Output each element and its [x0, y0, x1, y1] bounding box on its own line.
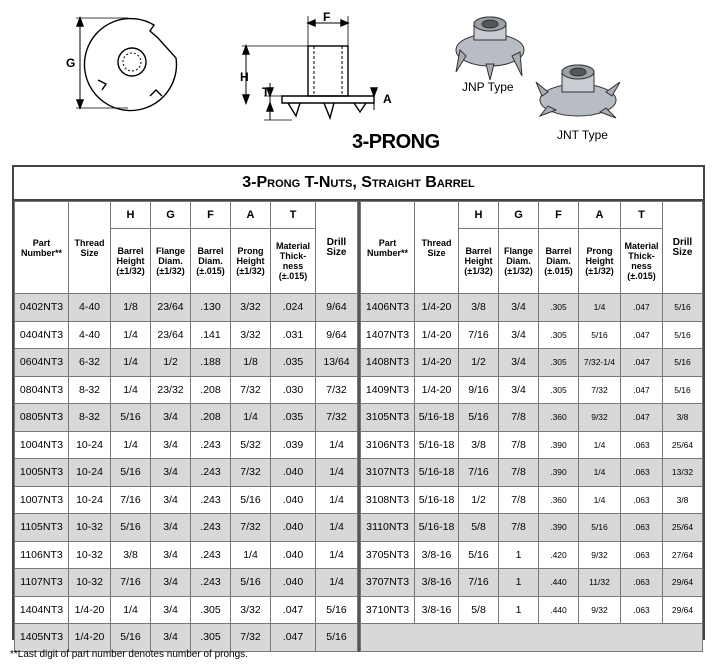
- table-cell: 13/32: [663, 459, 703, 487]
- table-cell: 3/8-16: [415, 541, 459, 569]
- table-cell: 3/8: [663, 404, 703, 432]
- table-cell: 7/16: [459, 321, 499, 349]
- table-cell: 1/8: [231, 349, 271, 377]
- table-cell: 25/64: [663, 431, 703, 459]
- table-cell: 1/4: [111, 431, 151, 459]
- table-cell: .390: [539, 514, 579, 542]
- table-cell: .208: [191, 404, 231, 432]
- table-cell: 3/4: [151, 404, 191, 432]
- table-cell: 6-32: [69, 349, 111, 377]
- table-cell: 3/8-16: [415, 596, 459, 624]
- table-cell: 13/64: [316, 349, 358, 377]
- prong-height-header: Prong Height (±1/32): [579, 229, 621, 294]
- table-cell: 1/4: [231, 404, 271, 432]
- table-cell: 27/64: [663, 541, 703, 569]
- table-cell: .360: [539, 486, 579, 514]
- table-cell: 1406NT3: [361, 294, 415, 322]
- table-cell: .035: [271, 404, 316, 432]
- table-cell: 1/4: [231, 541, 271, 569]
- table-cell: 5/32: [231, 431, 271, 459]
- jnp-nut-illustration: [456, 17, 524, 80]
- table-cell: 5/8: [459, 514, 499, 542]
- table-cell: 1005NT3: [15, 459, 69, 487]
- table-cell: .040: [271, 486, 316, 514]
- table-cell: .040: [271, 514, 316, 542]
- table-cell: .047: [621, 321, 663, 349]
- table-row: [361, 459, 703, 487]
- jnp-type-label: JNP Type: [462, 80, 514, 94]
- table-cell: 5/16: [459, 541, 499, 569]
- table-cell: 5/16: [579, 514, 621, 542]
- side-view-drawing: [242, 16, 377, 120]
- table-cell: 1/4: [111, 321, 151, 349]
- table-cell: 25/64: [663, 514, 703, 542]
- right-table-body: [361, 294, 703, 652]
- table-cell: .305: [539, 376, 579, 404]
- table-cell: 3/4: [151, 486, 191, 514]
- table-cell: 5/16: [663, 376, 703, 404]
- table-cell: 1/4: [316, 486, 358, 514]
- table-row: [361, 486, 703, 514]
- thread-size-header: Thread Size: [415, 202, 459, 294]
- table-cell: 3/8: [459, 431, 499, 459]
- table-cell: 1/4: [579, 431, 621, 459]
- h-header: H: [111, 202, 151, 229]
- table-cell: 7/32: [579, 376, 621, 404]
- table-cell: .047: [271, 596, 316, 624]
- table-cell: 1106NT3: [15, 541, 69, 569]
- table-cell: .063: [621, 541, 663, 569]
- table-cell: 7/32-1/4: [579, 349, 621, 377]
- table-cell: .040: [271, 569, 316, 597]
- table-cell: 1/4: [111, 596, 151, 624]
- table-cell: 5/16-18: [415, 404, 459, 432]
- jnt-nut-illustration: [536, 65, 620, 118]
- table-cell: 0804NT3: [15, 376, 69, 404]
- table-cell: .208: [191, 376, 231, 404]
- table-cell: .305: [191, 624, 231, 652]
- dim-a-label: A: [383, 92, 392, 106]
- table-cell: 10-32: [69, 569, 111, 597]
- table-cell: 1/4-20: [415, 376, 459, 404]
- table-cell: 0805NT3: [15, 404, 69, 432]
- table-cell: .243: [191, 486, 231, 514]
- table-cell: 0402NT3: [15, 294, 69, 322]
- table-cell: 7/16: [459, 569, 499, 597]
- drill-size-header: Drill Size: [316, 202, 358, 294]
- table-cell: 1407NT3: [361, 321, 415, 349]
- table-cell: .390: [539, 459, 579, 487]
- table-row: [15, 431, 358, 459]
- table-cell: 3707NT3: [361, 569, 415, 597]
- table-cell: 3/4: [499, 376, 539, 404]
- table-cell: .039: [271, 431, 316, 459]
- table-cell: 23/64: [151, 294, 191, 322]
- table-row: [361, 349, 703, 377]
- a-header: A: [231, 202, 271, 229]
- table-cell: 1: [499, 569, 539, 597]
- flange-diam-header: Flange Diam. (±1/32): [151, 229, 191, 294]
- table-cell: 3/32: [231, 321, 271, 349]
- table-cell: 23/64: [151, 321, 191, 349]
- front-view-drawing: [76, 18, 176, 111]
- table-cell: .305: [191, 596, 231, 624]
- table-cell: .305: [539, 321, 579, 349]
- table-cell: 5/16: [231, 486, 271, 514]
- table-cell: 7/16: [111, 569, 151, 597]
- table-row: [15, 541, 358, 569]
- empty-cell: [361, 624, 703, 652]
- style-title: 3-PRONG: [352, 131, 440, 153]
- table-cell: 29/64: [663, 596, 703, 624]
- table-cell: 5/16-18: [415, 431, 459, 459]
- table-cell: 1105NT3: [15, 514, 69, 542]
- table-cell: 23/32: [151, 376, 191, 404]
- table-cell: 8-32: [69, 376, 111, 404]
- table-cell: 1/4: [316, 569, 358, 597]
- table-cell: 1107NT3: [15, 569, 69, 597]
- table-cell: .063: [621, 459, 663, 487]
- table-cell: 3/8: [663, 486, 703, 514]
- table-cell: 7/8: [499, 514, 539, 542]
- t-header: T: [271, 202, 316, 229]
- table-cell: 3/4: [151, 431, 191, 459]
- table-row: [15, 459, 358, 487]
- prong-height-header: Prong Height (±1/32): [231, 229, 271, 294]
- part-number-header: Part Number**: [361, 202, 415, 294]
- table-cell: 7/8: [499, 404, 539, 432]
- table-cell: 3/32: [231, 294, 271, 322]
- table-cell: .047: [621, 404, 663, 432]
- table-cell: 10-32: [69, 514, 111, 542]
- table-cell: 4-40: [69, 294, 111, 322]
- table-cell: 5/8: [459, 596, 499, 624]
- table-cell: 3/4: [151, 459, 191, 487]
- table-cell: .305: [539, 349, 579, 377]
- table-cell: .440: [539, 569, 579, 597]
- table-cell: 1/4: [111, 376, 151, 404]
- table-cell: 7/32: [316, 376, 358, 404]
- table-cell: .243: [191, 514, 231, 542]
- table-cell: 3106NT3: [361, 431, 415, 459]
- table-cell: .063: [621, 596, 663, 624]
- table-cell: .047: [621, 376, 663, 404]
- thread-size-header: Thread Size: [69, 202, 111, 294]
- table-cell: 1/4-20: [69, 596, 111, 624]
- table-cell: 9/32: [579, 541, 621, 569]
- table-cell: 5/16: [579, 321, 621, 349]
- table-cell: 1/4: [111, 349, 151, 377]
- table-cell: 1/4: [579, 294, 621, 322]
- table-cell: 5/16: [111, 624, 151, 652]
- table-cell: 3110NT3: [361, 514, 415, 542]
- table-row: [361, 376, 703, 404]
- table-cell: 3710NT3: [361, 596, 415, 624]
- table-cell: 1: [499, 541, 539, 569]
- table-cell: 1/4: [579, 459, 621, 487]
- table-cell: 5/16: [663, 321, 703, 349]
- table-cell: 9/32: [579, 404, 621, 432]
- table-cell: .188: [191, 349, 231, 377]
- table-cell: 1/4: [579, 486, 621, 514]
- table-cell: .141: [191, 321, 231, 349]
- table-cell: .035: [271, 349, 316, 377]
- table-row: [15, 404, 358, 432]
- g-header: G: [499, 202, 539, 229]
- table-cell: .024: [271, 294, 316, 322]
- table-cell: 5/16-18: [415, 514, 459, 542]
- table-row: [361, 514, 703, 542]
- table-cell: 7/32: [231, 624, 271, 652]
- table-cell: 5/16: [316, 624, 358, 652]
- table-cell: 0604NT3: [15, 349, 69, 377]
- table-cell: .420: [539, 541, 579, 569]
- right-table: [360, 201, 703, 652]
- table-row: [15, 294, 358, 322]
- table-cell: 3/4: [499, 294, 539, 322]
- left-table: [14, 201, 358, 652]
- table-cell: 5/16: [231, 569, 271, 597]
- table-cell: 10-32: [69, 541, 111, 569]
- table-cell: .047: [621, 349, 663, 377]
- table-cell: 1/4: [316, 514, 358, 542]
- dim-g-label: G: [66, 56, 76, 70]
- table-cell: .243: [191, 459, 231, 487]
- table-cell: 7/32: [231, 376, 271, 404]
- table-cell: 1: [499, 596, 539, 624]
- table-cell: 3108NT3: [361, 486, 415, 514]
- table-cell: 7/32: [231, 514, 271, 542]
- material-thickness-header: Material Thick-ness (±.015): [271, 229, 316, 294]
- table-cell: .440: [539, 596, 579, 624]
- table-cell: 9/64: [316, 294, 358, 322]
- table-cell: .047: [621, 294, 663, 322]
- table-cell: 7/32: [316, 404, 358, 432]
- table-cell: 0404NT3: [15, 321, 69, 349]
- table-row: [15, 596, 358, 624]
- table-cell: 1/4-20: [69, 624, 111, 652]
- table-cell: 1/2: [459, 486, 499, 514]
- table-row: [361, 431, 703, 459]
- table-cell: .390: [539, 431, 579, 459]
- f-header: F: [191, 202, 231, 229]
- g-header: G: [151, 202, 191, 229]
- table-cell: 1/4-20: [415, 321, 459, 349]
- table-cell: .243: [191, 431, 231, 459]
- part-number-header: Part Number**: [15, 202, 69, 294]
- table-cell: 8-32: [69, 404, 111, 432]
- table-cell: 9/64: [316, 321, 358, 349]
- table-cell: 10-24: [69, 431, 111, 459]
- table-cell: 3/4: [151, 596, 191, 624]
- table-halves: [14, 201, 703, 652]
- table-row: [361, 541, 703, 569]
- table-cell: 7/8: [499, 486, 539, 514]
- table-cell: .243: [191, 569, 231, 597]
- table-cell: 1409NT3: [361, 376, 415, 404]
- table-cell: 3105NT3: [361, 404, 415, 432]
- f-header: F: [539, 202, 579, 229]
- table-cell: .031: [271, 321, 316, 349]
- table-cell: 9/32: [579, 596, 621, 624]
- table-row: [361, 404, 703, 432]
- table-cell: 11/32: [579, 569, 621, 597]
- table-cell: 1007NT3: [15, 486, 69, 514]
- footnote: **Last digit of part number denotes number of prongs.: [10, 649, 248, 660]
- table-cell: 1405NT3: [15, 624, 69, 652]
- table-cell: .305: [539, 294, 579, 322]
- table-cell: 10-24: [69, 459, 111, 487]
- table-cell: 1/4: [316, 459, 358, 487]
- table-row: [15, 376, 358, 404]
- table-cell: 5/16: [111, 514, 151, 542]
- specs-table: [12, 165, 705, 644]
- table-cell: .063: [621, 569, 663, 597]
- table-cell: 5/16: [459, 404, 499, 432]
- table-cell: 5/16-18: [415, 459, 459, 487]
- table-row: [15, 569, 358, 597]
- table-cell: .047: [271, 624, 316, 652]
- dim-h-label: H: [240, 70, 249, 84]
- table-row: [361, 294, 703, 322]
- table-row: [361, 596, 703, 624]
- table-cell: 5/16: [111, 404, 151, 432]
- table-cell: 10-24: [69, 486, 111, 514]
- table-cell: 9/16: [459, 376, 499, 404]
- t-header: T: [621, 202, 663, 229]
- barrel-diam-header: Barrel Diam. (±.015): [539, 229, 579, 294]
- flange-diam-header: Flange Diam. (±1/32): [499, 229, 539, 294]
- technical-drawings: [0, 0, 716, 165]
- table-row: [15, 321, 358, 349]
- table-cell: 3/8: [459, 294, 499, 322]
- dim-t-label: T: [262, 85, 270, 99]
- table-cell: .243: [191, 541, 231, 569]
- table-cell: 5/16: [663, 294, 703, 322]
- table-cell: 3/4: [151, 569, 191, 597]
- table-cell: 1/2: [151, 349, 191, 377]
- table-cell: 7/8: [499, 431, 539, 459]
- material-thickness-header: Material Thick-ness (±.015): [621, 229, 663, 294]
- table-row: [361, 321, 703, 349]
- table-cell: .130: [191, 294, 231, 322]
- table-cell: 3/8: [111, 541, 151, 569]
- table-cell: 1/4-20: [415, 294, 459, 322]
- table-row: [361, 624, 703, 652]
- table-cell: 3107NT3: [361, 459, 415, 487]
- table-cell: 1/4-20: [415, 349, 459, 377]
- table-cell: .063: [621, 486, 663, 514]
- table-cell: .040: [271, 459, 316, 487]
- table-cell: 3/4: [151, 514, 191, 542]
- table-cell: .063: [621, 514, 663, 542]
- table-cell: 7/8: [499, 459, 539, 487]
- table-cell: 5/16: [663, 349, 703, 377]
- table-row: [361, 569, 703, 597]
- table-cell: 3/32: [231, 596, 271, 624]
- table-row: [15, 624, 358, 652]
- table-cell: .040: [271, 541, 316, 569]
- table-cell: 1/4: [316, 431, 358, 459]
- table-cell: 5/16: [316, 596, 358, 624]
- table-cell: 4-40: [69, 321, 111, 349]
- table-cell: 1/2: [459, 349, 499, 377]
- table-cell: .030: [271, 376, 316, 404]
- table-cell: 3/4: [499, 321, 539, 349]
- drill-size-header: Drill Size: [663, 202, 703, 294]
- table-cell: 1/4: [316, 541, 358, 569]
- table-cell: 29/64: [663, 569, 703, 597]
- barrel-diam-header: Barrel Diam. (±.015): [191, 229, 231, 294]
- table-cell: 1404NT3: [15, 596, 69, 624]
- table-cell: 1004NT3: [15, 431, 69, 459]
- barrel-height-header: Barrel Height (±1/32): [459, 229, 499, 294]
- table-cell: 7/16: [459, 459, 499, 487]
- table-row: [15, 514, 358, 542]
- jnt-type-label: JNT Type: [557, 128, 608, 142]
- table-cell: 7/32: [231, 459, 271, 487]
- h-header: H: [459, 202, 499, 229]
- a-header: A: [579, 202, 621, 229]
- table-cell: 1/8: [111, 294, 151, 322]
- table-cell: 3/4: [151, 624, 191, 652]
- dim-f-label: F: [323, 10, 331, 24]
- table-cell: 7/16: [111, 486, 151, 514]
- table-cell: 3705NT3: [361, 541, 415, 569]
- table-cell: 5/16-18: [415, 486, 459, 514]
- table-cell: 3/8-16: [415, 569, 459, 597]
- table-row: [15, 486, 358, 514]
- barrel-height-header: Barrel Height (±1/32): [111, 229, 151, 294]
- table-title: 3-Prong T-Nuts, Straight Barrel: [14, 167, 703, 201]
- table-cell: .063: [621, 431, 663, 459]
- table-cell: 3/4: [499, 349, 539, 377]
- table-row: [15, 349, 358, 377]
- left-table-body: [15, 294, 358, 652]
- table-cell: .360: [539, 404, 579, 432]
- table-cell: 1408NT3: [361, 349, 415, 377]
- table-cell: 5/16: [111, 459, 151, 487]
- table-cell: 3/4: [151, 541, 191, 569]
